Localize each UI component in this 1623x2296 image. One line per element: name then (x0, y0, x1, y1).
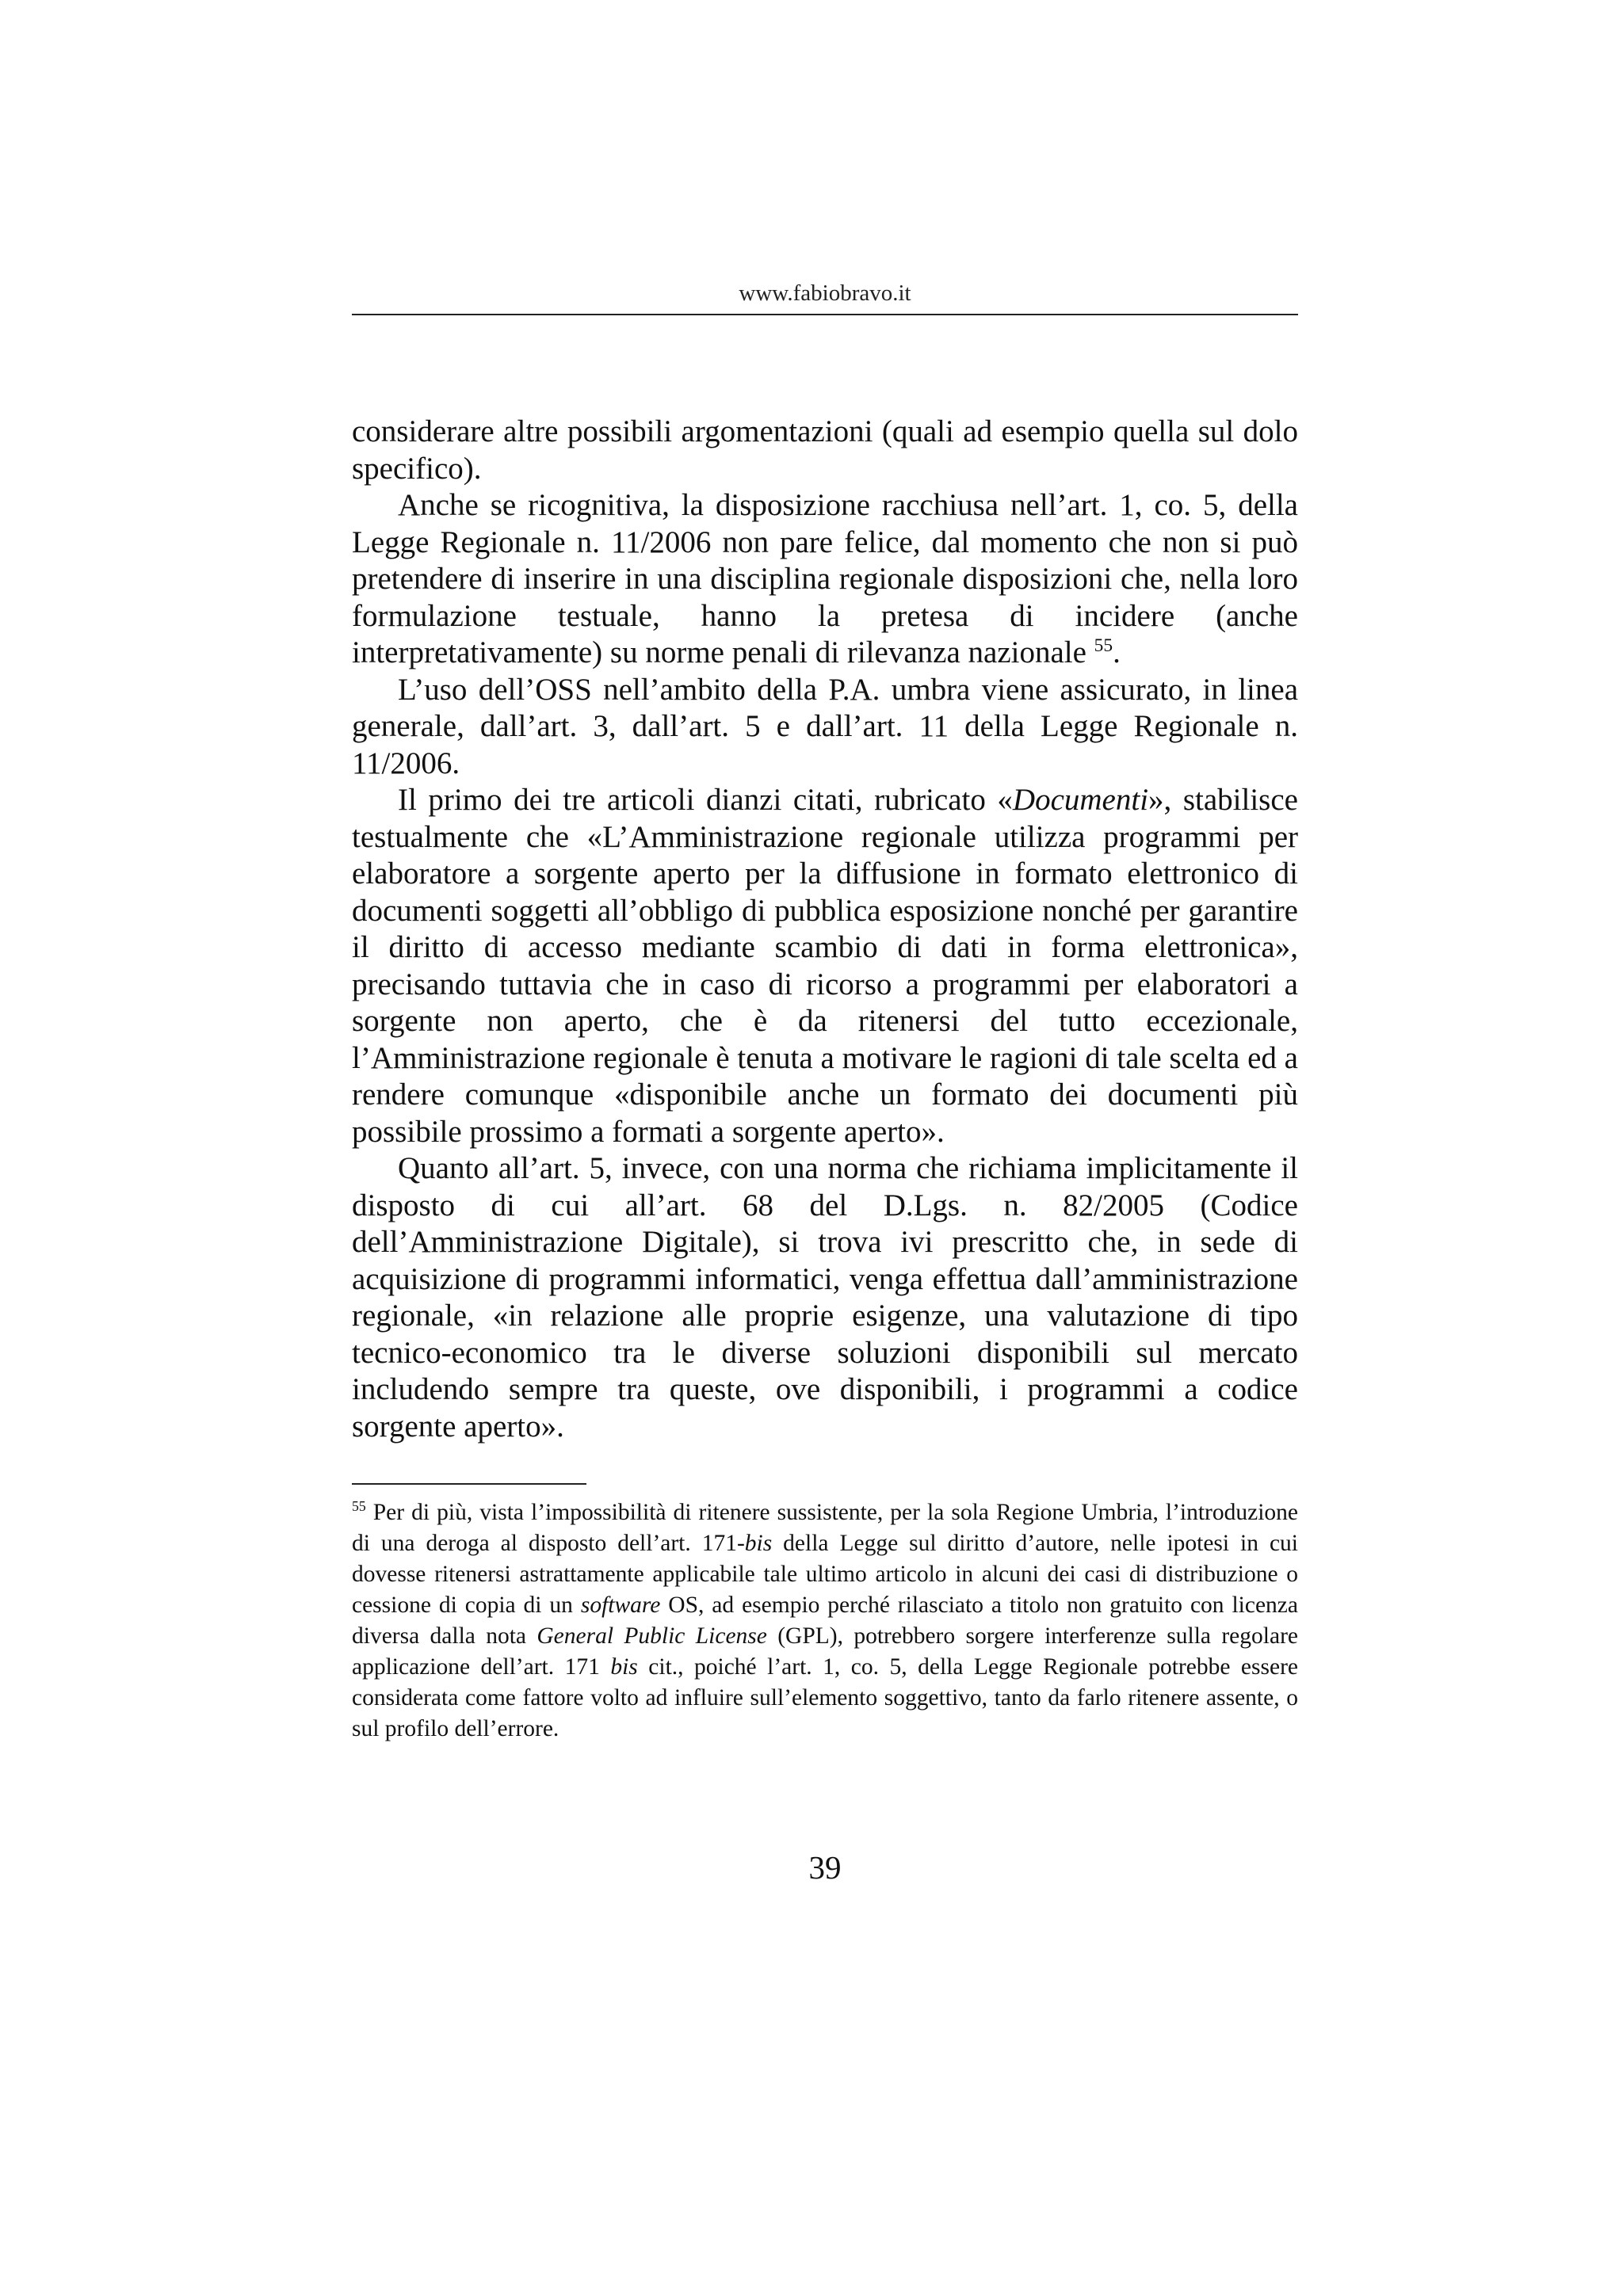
running-header: www.fabiobravo.it (739, 280, 911, 306)
header-rule (352, 314, 1298, 315)
footnote-text: (GPL), potrebbero sorgere interferenze sulla regolare applicazione dell’art. 171 (352, 1623, 1298, 1680)
footnote-reference: 55 (1094, 635, 1113, 656)
footnote-number: 55 (352, 1498, 366, 1515)
paragraph-text: Il primo dei tre articoli dianzi citati, rubricato « (398, 783, 1013, 817)
footnote (352, 1497, 1298, 1745)
paragraph: L’uso dell’OSS nell’ambito della P.A. umbra viene assicurato, in linea generale, dall’art. 3, dall’art. 5 e dall’art. 11 della Legge Regionale n. 11/2006. (352, 672, 1298, 780)
footnote-italic: General Public License (537, 1623, 767, 1649)
footnote-italic: bis (610, 1654, 638, 1680)
page-number: 39 (808, 1849, 842, 1886)
body-text (352, 414, 1298, 1445)
footnote-text: OS, ad esempio perché rilasciato a titolo non gratuito con licenza diversa dalla nota (352, 1592, 1298, 1649)
footnotes (352, 1497, 1298, 1745)
footnote-italic: bis (744, 1531, 773, 1556)
italic-title: Documenti (1012, 783, 1149, 817)
footnote-rule (352, 1483, 586, 1485)
footnote-text: della Legge sul diritto d’autore, nelle ipotesi in cui dovesse ritenersi astrattamente applicabile tale ultimo articolo in alcuni dei casi di distribuzione o cessione di copia di un (352, 1531, 1298, 1618)
footnote-text: cit., poiché l’art. 1, co. 5, della Legge Regionale potrebbe essere considerata come fattore volto ad influire sull’elemento soggettivo, tanto da farlo ritenere assente, o sul profilo dell’errore. (352, 1654, 1298, 1741)
paragraph: considerare altre possibili argomentazioni (quali ad esempio quella sul dolo specifico). (352, 414, 1298, 486)
paragraph-text: Anche se ricognitiva, la disposizione racchiusa nell’art. 1, co. 5, della Legge Regionale n. 11/2006 non pare felice, dal momento che non si può pretendere di inserire in una disciplina regionale disposizioni che, nella loro formulazione testuale, hanno la pretesa di incidere (anche interpretativamente) su norme penali di rilevanza nazionale (352, 488, 1298, 669)
paragraph: Quanto all’art. 5, invece, con una norma che richiama implicitamente il disposto di cui all’art. 68 del D.Lgs. n. 82/2005 (Codice dell’Amministrazione Digitale), si trova ivi prescritto che, in sede di acquisizione di programmi informatici, venga effettua dall’amministrazione regionale, «in relazione alle proprie esigenze, una valutazione di tipo tecnico-economico tra le diverse soluzioni disponibili sul mercato includendo sempre tra queste, ove disponibili, i programmi a codice sorgente aperto». (352, 1151, 1298, 1444)
footnote-italic: software (580, 1592, 661, 1618)
paragraph (352, 487, 1298, 672)
paragraph (352, 782, 1298, 1150)
paragraph-text: . (1113, 635, 1121, 669)
footnote-text: Per di più, vista l’impossibilità di ritenere sussistente, per la sola Regione Umbria, l’introduzione di una deroga al disposto dell’art. 171- (352, 1500, 1298, 1556)
paragraph-text: », stabilisce testualmente che «L’Amministrazione regionale utilizza programmi per elaboratore a sorgente aperto per la diffusione in formato elettronico di documenti soggetti all’obbligo di pubblica esposizione nonché per garantire il diritto di accesso mediante scambio di dati in forma elettronica», precisando tuttavia che in caso di ricorso a programmi per elaboratori a sorgente non aperto, che è da ritenersi del tutto eccezionale, l’Amministrazione regionale è tenuta a motivare le ragioni di tale scelta ed a rendere comunque «disponibile anche un formato dei documenti più possibile prossimo a formati a sorgente aperto». (352, 783, 1298, 1149)
